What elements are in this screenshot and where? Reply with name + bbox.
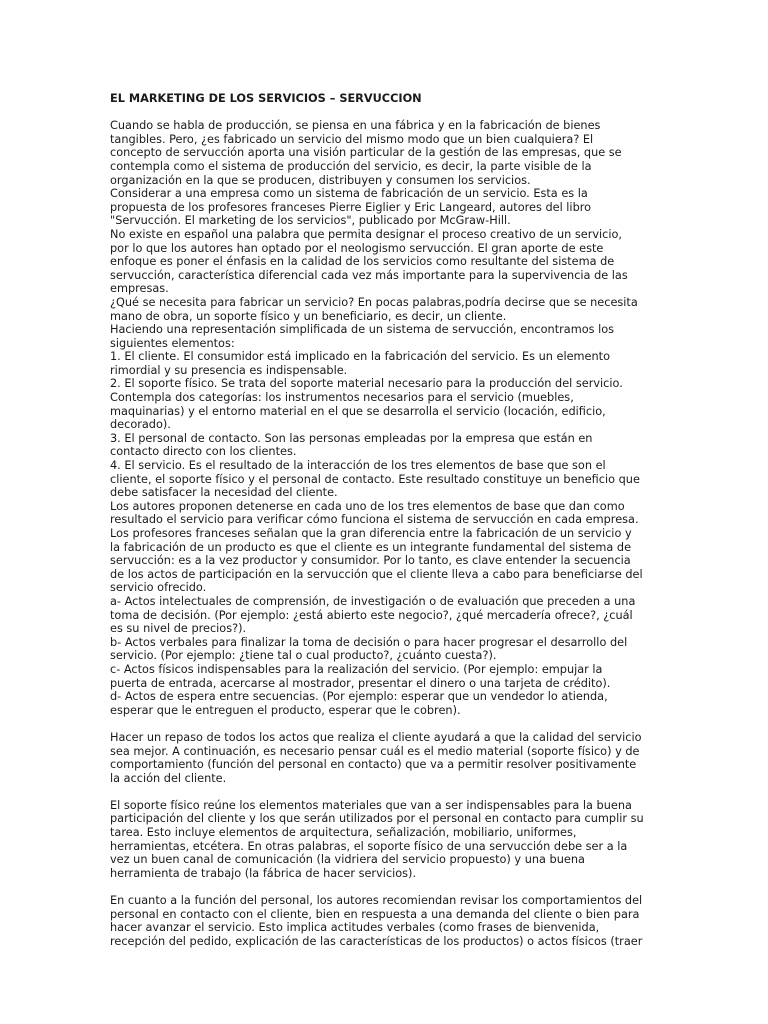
text-line: d- Actos de espera entre secuencias. (Por ejemplo: esperar que un vendedor lo atienda, [110, 690, 608, 704]
text-line: herramientas, etcétera. En otras palabras, el soporte físico de una servucción debe ser a la [110, 839, 628, 853]
text-line: participación del cliente y los que serán utilizados por el personal en contacto para cumplir su [110, 812, 644, 826]
text-line: recepción del pedido, explicación de las características de los productos) o actos físicos (traer [110, 934, 643, 948]
text-line: herramienta de trabajo (la fábrica de hacer servicios). [110, 866, 417, 880]
text-line: El soporte físico reúne los elementos materiales que van a ser indispensables para la buena [110, 798, 632, 812]
text-line: maquinarias) y el entorno material en el que se desarrolla el servicio (locación, edificio, [110, 404, 606, 418]
document-title: EL MARKETING DE LOS SERVICIOS – SERVUCCION [110, 92, 422, 105]
text-line: 3. El personal de contacto. Son las personas empleadas por la empresa que están en [110, 431, 593, 445]
text-line: tarea. Esto incluye elementos de arquitectura, señalización, mobiliario, uniformes, [110, 826, 577, 840]
text-line: En cuanto a la función del personal, los autores recomiendan revisar los comportamientos del [110, 894, 643, 908]
text-line: sea mejor. A continuación, es necesario pensar cuál es el medio material (soporte físico) y de [110, 744, 640, 758]
text-line: Los profesores franceses señalan que la gran diferencia entre la fabricación de un servicio y [110, 527, 632, 540]
document-body [110, 119, 666, 948]
text-line: organización en la que se producen, distribuyen y consumen los servicios. [110, 173, 531, 187]
text-line: 4. El servicio. Es el resultado de la interacción de los tres elementos de base que son el [110, 459, 606, 473]
text-line: Cuando se habla de producción, se piensa en una fábrica y en la fabricación de bienes [110, 119, 601, 133]
text-line: Los autores proponen detenerse en cada uno de los tres elementos de base que dan como [110, 499, 625, 513]
text-line: vez un buen canal de comunicación (la vidriera del servicio propuesto) y una buena [110, 853, 585, 867]
text-line: es su nivel de precios?). [110, 622, 247, 636]
paragraph-break [110, 717, 666, 731]
text-line: "Servucción. El marketing de los servicios", publicado por McGraw-Hill. [110, 214, 511, 228]
text-line: a- Actos intelectuales de comprensión, de investigación o de evaluación que preceden a una [110, 594, 636, 608]
text-line: 1. El cliente. El consumidor está implicado en la fabricación del servicio. Es un elemento [110, 350, 611, 364]
text-line: hacer avanzar el servicio. Esto implica actitudes verbales (como frases de bienvenida, [110, 921, 600, 935]
text-line: toma de decisión. (Por ejemplo: ¿está abierto este negocio?, ¿qué mercadería ofrece?, ¿cuál [110, 608, 633, 622]
text-line: contacto directo con los clientes. [110, 445, 297, 459]
text-line: comportamiento (función del personal en contacto) que va a permitir resolver positivamente [110, 758, 637, 772]
text-line: mano de obra, un soporte físico y un beneficiario, es decir, un cliente. [110, 309, 507, 323]
text-line: servucción: es a la vez productor y consumidor. Por lo tanto, es clave entender la secuencia [110, 554, 631, 568]
text-line: resultado el servicio para verificar cómo funciona el sistema de servucción en cada empresa. [110, 513, 639, 527]
text-line: de los actos de participación en la servucción que el cliente lleva a cabo para beneficiarse del [110, 567, 643, 581]
text-line: c- Actos físicos indispensables para la realización del servicio. (Por ejemplo: empujar la [110, 662, 603, 676]
text-line: servicio. (Por ejemplo: ¿tiene tal o cual producto?, ¿cuánto cuesta?). [110, 649, 497, 663]
text-line: decorado). [110, 418, 171, 432]
text-line: empresas. [110, 282, 169, 296]
paragraph-break [110, 880, 666, 894]
text-line: servicio ofrecido. [110, 581, 207, 595]
text-line: la acción del cliente. [110, 771, 227, 785]
text-line: ¿Qué se necesita para fabricar un servicio? En pocas palabras,podría decirse que se necesita [110, 295, 638, 309]
text-line: Contempla dos categorías: los instrumentos necesarios para el servicio (muebles, [110, 391, 574, 405]
text-line: No existe en español una palabra que permita designar el proceso creativo de un servicio, [110, 227, 623, 241]
text-line: Hacer un repaso de todos los actos que realiza el cliente ayudará a que la calidad del servicio [110, 730, 642, 744]
text-line: cliente, el soporte físico y el personal de contacto. Este resultado constituye un beneficio que [110, 472, 640, 486]
text-line: Considerar a una empresa como un sistema de fabricación de un servicio. Esta es la [110, 187, 588, 201]
text-line: 2. El soporte físico. Se trata del soporte material necesario para la producción del servicio. [110, 377, 623, 391]
text-line: rimordial y su presencia es indispensable. [110, 363, 348, 377]
document-page [110, 92, 666, 948]
text-line: propuesta de los profesores franceses Pierre Eiglier y Eric Langeard, autores del libro [110, 200, 592, 214]
text-line: puerta de entrada, acercarse al mostrador, presentar el dinero o una tarjeta de crédito). [110, 676, 611, 690]
text-line: concepto de servucción aporta una visión particular de la gestión de las empresas, que se [110, 146, 622, 160]
text-line: tangibles. Pero, ¿es fabricado un servicio del mismo modo que un bien cualquiera? El [110, 132, 594, 146]
text-line: debe satisfacer la necesidad del cliente. [110, 486, 338, 500]
text-line: enfoque es poner el énfasis en la calidad de los servicios como resultante del sistema de [110, 255, 615, 269]
text-line: por lo que los autores han optado por el neologismo servucción. El gran aporte de este [110, 241, 604, 255]
text-line: la fabricación de un producto es que el cliente es un integrante fundamental del sistema de [110, 540, 632, 554]
paragraph-break [110, 785, 666, 799]
text-line: servucción, característica diferencial cada vez más importante para la supervivencia de las [110, 268, 628, 282]
text-line: siguientes elementos: [110, 336, 235, 350]
text-line: b- Actos verbales para finalizar la toma de decisión o para hacer progresar el desarrollo del [110, 635, 628, 649]
text-line: Haciendo una representación simplificada de un sistema de servucción, encontramos los [110, 323, 615, 337]
text-line: personal en contacto con el cliente, bien en respuesta a una demanda del cliente o bien para [110, 907, 640, 921]
text-line: contempla como el sistema de producción del servicio, es decir, la parte visible de la [110, 159, 592, 173]
text-line: esperar que le entreguen el producto, esperar que le cobren). [110, 703, 461, 717]
